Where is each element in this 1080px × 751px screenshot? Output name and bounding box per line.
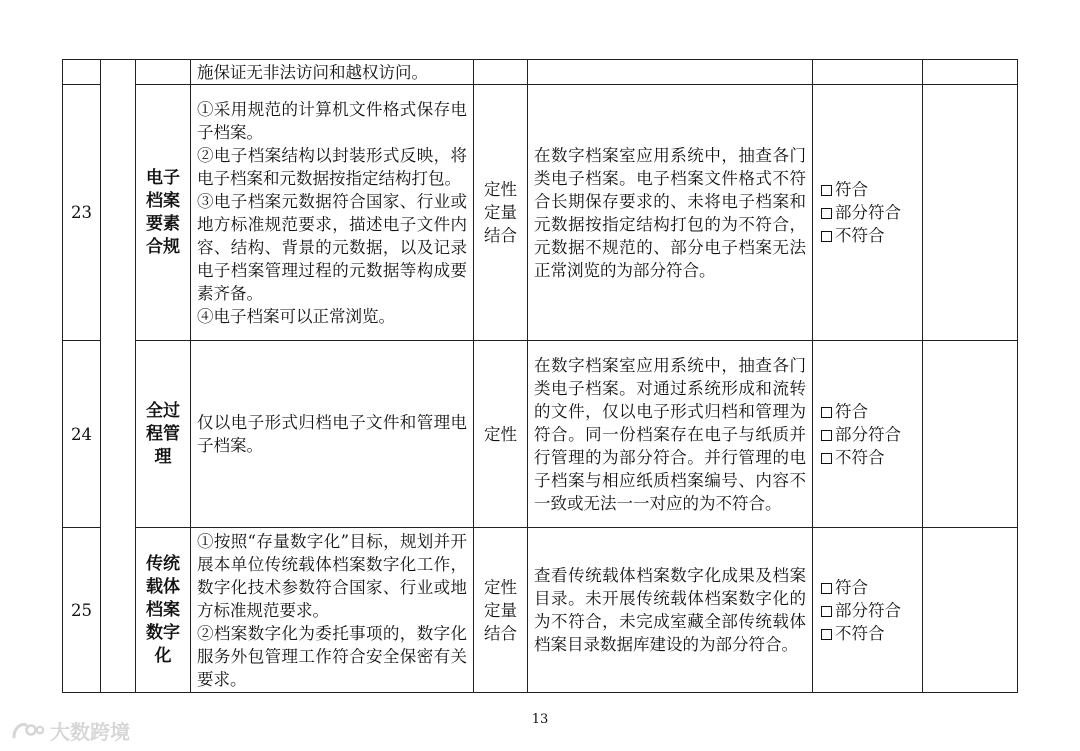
- remark-cell: [923, 341, 1018, 528]
- remark-cell: [923, 85, 1018, 341]
- requirement-item: 仅以电子形式归档电子文件和管理电子档案。: [197, 413, 467, 455]
- option-label: 部分符合: [835, 203, 901, 222]
- check-cell: [528, 85, 813, 341]
- requirement-item: ④电子档案可以正常浏览。: [197, 306, 395, 326]
- option-label: 符合: [835, 401, 868, 421]
- row-title-cell: [136, 85, 191, 341]
- method-text: 定性: [484, 424, 517, 444]
- table-row: [63, 341, 1018, 528]
- checkbox-icon[interactable]: [821, 453, 832, 464]
- option-label: 部分符合: [835, 424, 901, 444]
- requirement-item: ②电子档案结构以封装形式反映，将电子档案和元数据按指定结构打包。: [197, 145, 467, 188]
- check-cell: [528, 341, 813, 528]
- option-partial[interactable]: [821, 599, 916, 622]
- requirement-cell: [191, 85, 474, 341]
- option-conform[interactable]: [821, 400, 916, 423]
- remark-cell: [923, 528, 1018, 693]
- result-cell: [813, 528, 923, 693]
- requirement-cell: [191, 528, 474, 693]
- method-text: 定性定量结合: [484, 577, 517, 643]
- check-text: 在数字档案室应用系统中，抽查各门类电子档案。电子档案文件格式不符合长期保存要求的、未将电子档案和元数据按指定结构打包的为不符合，元数据不规范的、部分电子档案无法正常浏览的为部分符合。: [534, 145, 806, 280]
- check-text: 查看传统载体档案数字化成果及档案目录。未开展传统载体档案数字化的为不符合，未完成室藏全部传统载体档案目录数据库建设的为部分符合。: [534, 566, 806, 654]
- row-number: 24: [63, 341, 101, 528]
- watermark: [10, 716, 130, 745]
- checkbox-icon[interactable]: [821, 407, 832, 418]
- table-row-continuation: [63, 60, 1018, 85]
- option-conform[interactable]: [821, 178, 916, 201]
- watermark-text: 大数跨境: [50, 720, 130, 744]
- number-cell: [63, 60, 101, 85]
- method-cell: [474, 85, 528, 341]
- option-label: 符合: [835, 577, 868, 597]
- row-title-cell: [136, 341, 191, 528]
- checkbox-icon[interactable]: [821, 231, 832, 242]
- requirement-cell: [191, 341, 474, 528]
- checkbox-icon[interactable]: [821, 629, 832, 640]
- table-row: [63, 85, 1018, 341]
- table-row: [63, 528, 1018, 693]
- row-title: 传统载体档案数字化: [146, 553, 180, 666]
- checkbox-icon[interactable]: [821, 185, 832, 196]
- option-nonconform[interactable]: [821, 446, 916, 469]
- merged-category-cell: [101, 60, 136, 693]
- method-cell: [474, 60, 528, 85]
- method-cell: [474, 341, 528, 528]
- option-label: 不符合: [835, 226, 885, 245]
- option-nonconform[interactable]: [821, 224, 916, 247]
- row-title: 全过程管理: [146, 400, 180, 467]
- requirement-cell: [191, 60, 474, 85]
- row-number: 25: [63, 528, 101, 693]
- requirement-item: ①按照“存量数字化”目标，规划并开展本单位传统载体档案数字化工作，数字化技术参数符合国家、行业或地方标准规范要求。: [197, 531, 467, 620]
- requirement-text: 施保证无非法访问和越权访问。: [197, 62, 428, 82]
- option-label: 符合: [835, 180, 868, 199]
- checkbox-icon[interactable]: [821, 430, 832, 441]
- row-title-cell: [136, 528, 191, 693]
- requirement-item: ①采用规范的计算机文件格式保存电子档案。: [197, 99, 467, 142]
- requirement-item: ②档案数字化为委托事项的，数字化服务外包管理工作符合安全保密有关要求。: [197, 623, 467, 689]
- watermark-logo-icon: [10, 719, 44, 743]
- option-label: 部分符合: [835, 600, 901, 620]
- row-number: 23: [63, 85, 101, 341]
- option-label: 不符合: [835, 623, 885, 643]
- result-cell: [813, 85, 923, 341]
- checkbox-icon[interactable]: [821, 583, 832, 594]
- title-cell: [136, 60, 191, 85]
- option-conform[interactable]: [821, 576, 916, 599]
- page-number: 13: [531, 712, 549, 727]
- remark-cell: [923, 60, 1018, 85]
- result-cell: [813, 341, 923, 528]
- checkbox-icon[interactable]: [821, 606, 832, 617]
- result-cell: [813, 60, 923, 85]
- option-nonconform[interactable]: [821, 622, 916, 645]
- row-title: 电子档案要素合规: [146, 167, 180, 257]
- option-partial[interactable]: [821, 423, 916, 446]
- option-partial[interactable]: [821, 201, 916, 224]
- method-cell: [474, 528, 528, 693]
- check-cell: [528, 60, 813, 85]
- checkbox-icon[interactable]: [821, 208, 832, 219]
- method-text: 定性定量结合: [484, 180, 517, 245]
- evaluation-table: [62, 59, 1018, 693]
- option-label: 不符合: [835, 447, 885, 467]
- requirement-item: ③电子档案元数据符合国家、行业或地方标准规范要求，描述电子文件内容、结构、背景的元数据，以及记录电子档案管理过程的元数据等构成要素齐备。: [197, 191, 467, 303]
- check-text: 在数字档案室应用系统中，抽查各门类电子档案。对通过系统形成和流转的文件，仅以电子形式归档和管理为符合。同一份档案存在电子与纸质并行管理的为部分符合。并行管理的电子档案与相应纸质档案编号、内容不一致或无法一一对应的为不符合。: [534, 355, 806, 513]
- check-cell: [528, 528, 813, 693]
